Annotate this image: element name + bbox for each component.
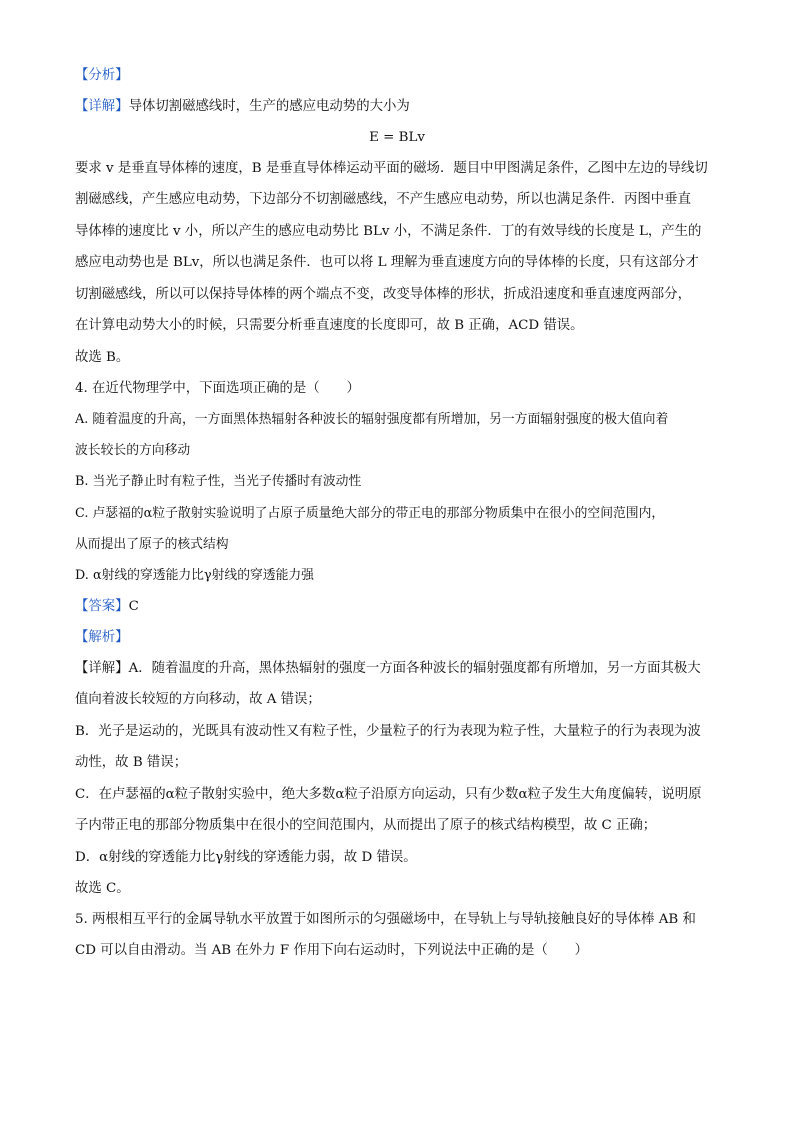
q4-explanation-text: A．随着温度的升高，黑体热辐射的强度一方面各种波长的辐射强度都有所增加，另一方面其极大 xyxy=(128,661,701,676)
q4-explanation-line-5: C．在卢瑟福的α粒子散射实验中，绝大多数α粒子沿原方向运动，只有少数α粒子发生大角度偏转，说明原 xyxy=(75,787,702,802)
q3-explanation-line-7: 在计算电动势大小的时候，只需要分析垂直速度的长度即可，故 B 正确，ACD 错误。 xyxy=(75,318,584,333)
q4-option-b: B. 当光子静止时有粒子性，当光子传播时有波动性 xyxy=(75,474,362,489)
q3-explanation-line-5: 感应电动势也是 BLv，所以也满足条件．也可以将 L 理解为垂直速度方向的导体棒的长度，只有这部分才 xyxy=(75,255,699,270)
q3-explanation-line-2: 要求 v 是垂直导体棒的速度，B 是垂直导体棒运动平面的磁场．题目中甲图满足条件，乙图中左边的导线切 xyxy=(75,161,708,176)
answer-tag: 【答案】 xyxy=(75,599,129,614)
q3-explanation-line-3: 割磁感线，产生感应电动势，下边部分不切割磁感线，不产生感应电动势，所以也满足条件．丙图中垂直 xyxy=(75,192,691,207)
q4-explanation-line-2: 值向着波长较短的方向移动，故 A 错误； xyxy=(75,692,321,707)
q5-stem-line-1: 5. 两根相互平行的金属导轨水平放置于如图所示的匀强磁场中，在导轨上与导轨接触良好的导体棒 AB 和 xyxy=(75,912,696,927)
q3-detail-line-1 xyxy=(75,97,725,117)
detail-tag: 【详解】 xyxy=(75,99,129,114)
q4-explanation-line-7: D．α射线的穿透能力比γ射线的穿透能力弱，故 D 错误。 xyxy=(75,850,417,865)
q3-explanation-line-6: 切割磁感线，所以可以保持导体棒的两个端点不变，改变导体棒的形状，折成沿速度和垂直速度两部分， xyxy=(75,287,691,302)
q4-option-d: D. α射线的穿透能力比γ射线的穿透能力强 xyxy=(75,568,314,583)
answer-value: C xyxy=(128,599,139,614)
q3-choice: 故选 B。 xyxy=(75,350,130,365)
jiexi-tag: 【解析】 xyxy=(75,630,129,645)
q4-option-a-line-1: A. 随着温度的升高，一方面黑体热辐射各种波长的辐射强度都有所增加，另一方面辐射强度的极大值向着 xyxy=(75,412,669,427)
q4-option-c-line-2: 从而提出了原子的核式结构 xyxy=(75,537,229,552)
q4-explanation-line-3: B．光子是运动的，光既具有波动性又有粒子性，少量粒子的行为表现为粒子性，大量粒子的行为表现为波 xyxy=(75,724,701,739)
detail-tag: 【详解】 xyxy=(75,661,129,676)
q4-stem: 4. 在近代物理学中，下面选项正确的是（ ） xyxy=(75,381,360,396)
q5-stem-line-2: CD 可以自由滑动。当 AB 在外力 F 作用下向右运动时，下列说法中正确的是（ ） xyxy=(75,943,588,958)
q4-option-a-line-2: 波长较长的方向移动 xyxy=(75,443,191,458)
q4-explanation-line-6: 子内带正电的那部分物质集中在很小的空间范围内，从而提出了原子的核式结构模型，故 C 正确； xyxy=(75,818,657,833)
q3-explanation-line-4: 导体棒的速度比 v 小，所以产生的感应电动势比 BLv 小，不满足条件．丁的有效导线的长度是 L，产生的 xyxy=(75,224,702,239)
q4-option-c-line-1: C. 卢瑟福的α粒子散射实验说明了占原子质量绝大部分的带正电的那部分物质集中在很小的空间范围内， xyxy=(75,506,665,521)
q3-detail-text: 导体切割磁感线时，生产的感应电动势的大小为 xyxy=(128,99,410,114)
q4-explanation-line-4: 动性，故 B 错误； xyxy=(75,755,188,770)
q4-choice: 故选 C。 xyxy=(75,881,130,896)
q4-explanation-line-1 xyxy=(75,659,725,679)
analysis-tag: 【分析】 xyxy=(75,68,129,83)
formula: E = BLv xyxy=(369,130,425,145)
q4-answer xyxy=(75,597,725,617)
